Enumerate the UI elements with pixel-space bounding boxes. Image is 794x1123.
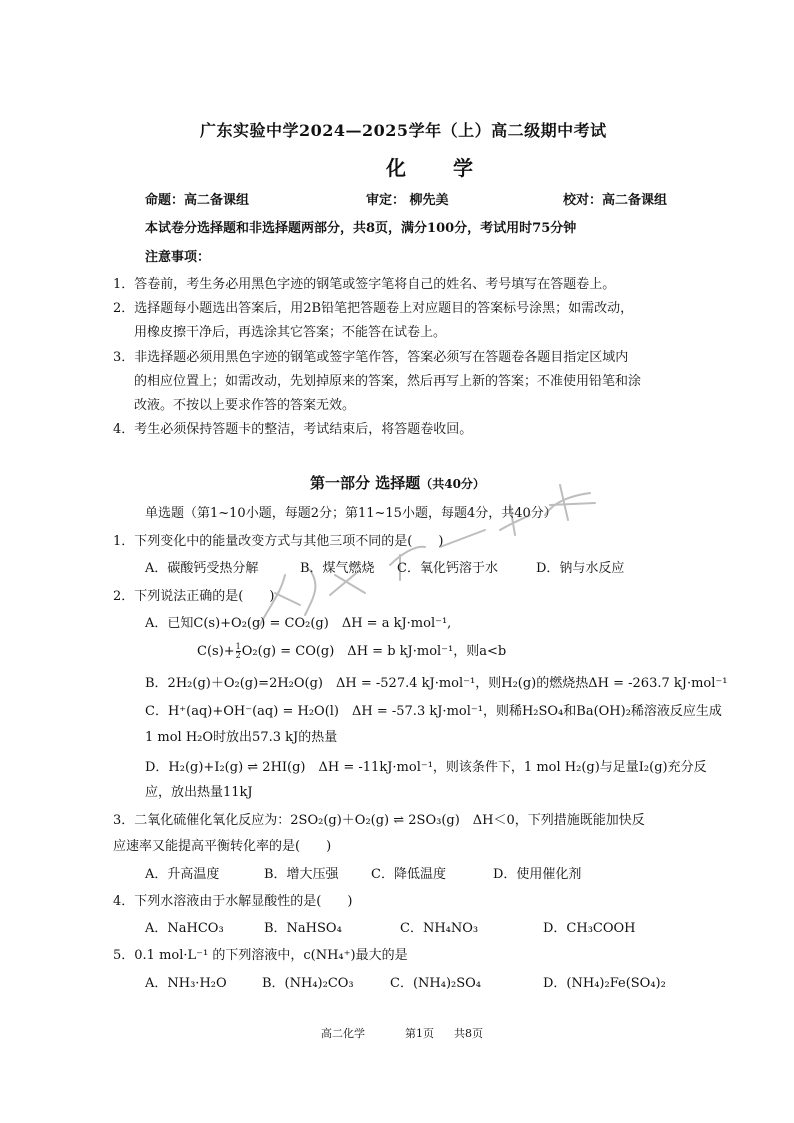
q3-option-b: B．增大压强 xyxy=(264,867,339,882)
q4-option-d: D．CH₃COOH xyxy=(543,921,636,936)
q1-option-c: C．氧化钙溶于水 xyxy=(397,561,498,576)
q3-option-c: C．降低温度 xyxy=(371,867,446,882)
exam-title: 广东实验中学2024—2025学年（上）高二级期中考试 xyxy=(200,121,607,140)
exam-summary: 本试卷分选择题和非选择题两部分，共8页，满分100分，考试用时75分钟 xyxy=(145,221,577,236)
note-1: 1．答卷前，考生务必用黑色字迹的钢笔或签字笔将自己的姓名、考号填写在答题卷上。 xyxy=(113,277,616,292)
q4-stem: 4．下列水溶液由于水解显酸性的是( ) xyxy=(113,894,353,909)
note-2-cont: 用橡皮擦干净后，再选涂其它答案；不能答在试卷上。 xyxy=(134,325,447,340)
q3-option-d: D．使用催化剂 xyxy=(493,867,582,882)
note-2: 2．选择题每小题选出答案后，用2B铅笔把答题卷上对应题目的答案标号涂黑；如需改动， xyxy=(113,301,634,316)
q5-option-c: C．(NH₄)₂SO₄ xyxy=(390,976,482,991)
q5-option-a: A．NH₃·H₂O xyxy=(145,976,227,991)
q2-option-d-line2: 应，放出热量11kJ xyxy=(145,785,253,800)
footer-total-pages: 共8页 xyxy=(454,1027,483,1040)
q2-option-a-line2 xyxy=(197,643,506,661)
fraction-half xyxy=(236,643,241,660)
q5-stem: 5．0.1 mol·L⁻¹ 的下列溶液中，c(NH₄⁺)最大的是 xyxy=(113,948,408,963)
note-3-cont-1: 的相应位置上；如需改动，先划掉原来的答案，然后再写上新的答案；不准使用铅笔和涂 xyxy=(134,374,642,389)
q1-stem: 1．下列变化中的能量改变方式与其他三项不同的是( ) xyxy=(113,534,444,549)
proposer: 命题：高二备课组 xyxy=(145,193,250,208)
note-3-cont-2: 改液。不按以上要求作答的答案无效。 xyxy=(134,398,356,413)
q1-option-d: D．钠与水反应 xyxy=(536,561,625,576)
q2-option-c-line2: 1 mol H₂O时放出57.3 kJ的热量 xyxy=(145,730,338,745)
notes-title: 注意事项： xyxy=(145,250,211,265)
fraction-numerator: 1 xyxy=(235,642,241,651)
q3-option-a: A．升高温度 xyxy=(145,867,220,882)
q2-stem: 2．下列说法正确的是( ) xyxy=(113,589,275,604)
q2-option-a-line1: A．已知C(s)+O₂(g) = CO₂(g) ΔH = a kJ·mol⁻¹, xyxy=(145,616,452,631)
reviewer: 审定： 柳先美 xyxy=(366,193,449,208)
section-title-text: 第一部分 选择题 xyxy=(310,474,421,492)
note-3: 3．非选择题必须用黑色字迹的钢笔或签字笔作答，答案必须写在答题卷各题目指定区域内 xyxy=(113,350,629,365)
fraction-denominator: 2 xyxy=(235,651,241,660)
q1-option-b: B．煤气燃烧 xyxy=(300,561,375,576)
q3-stem-line2: 应速率又能提高平衡转化率的是( ) xyxy=(113,839,332,854)
q1-option-a: A．碳酸钙受热分解 xyxy=(145,561,259,576)
q4-option-c: C．NH₄NO₃ xyxy=(400,921,479,936)
q2-a2-post: O₂(g) = CO(g) ΔH = b kJ·mol⁻¹，则a<b xyxy=(241,644,507,659)
note-4: 4．考生必须保持答题卡的整洁，考试结束后，将答题卷收回。 xyxy=(113,422,473,437)
footer-page: 第1页 xyxy=(405,1027,434,1040)
subject-title: 化 学 xyxy=(386,156,493,180)
footer-subject: 高二化学 xyxy=(321,1027,365,1040)
section-points: （共40分） xyxy=(420,477,485,491)
q3-stem-line1: 3．二氧化硫催化氧化反应为：2SO₂(g)＋O₂(g) ⇌ 2SO₃(g) ΔH＜0，下列措施既能加快反 xyxy=(113,813,645,828)
q4-option-a: A．NaHCO₃ xyxy=(145,921,224,936)
q2-a2-pre: C(s)+ xyxy=(197,644,235,659)
q2-option-b: B．2H₂(g)＋O₂(g)=2H₂O(g) ΔH = -527.4 kJ·mol⁻¹，则H₂(g)的燃烧热ΔH = -263.7 kJ·mol⁻¹ xyxy=(145,676,728,691)
checker: 校对：高二备课组 xyxy=(563,193,668,208)
q5-option-b: B．(NH₄)₂CO₃ xyxy=(262,976,354,991)
section-intro: 单选题（第1~10小题，每题2分；第11~15小题，每题4分，共40分） xyxy=(145,506,557,521)
q2-option-d-line1: D．H₂(g)+I₂(g) ⇌ 2HI(g) ΔH = -11kJ·mol⁻¹，则该条件下，1 mol H₂(g)与足量I₂(g)充分反 xyxy=(145,760,707,775)
q2-option-c-line1: C．H⁺(aq)+OH⁻(aq) = H₂O(l) ΔH = -57.3 kJ·mol⁻¹，则稀H₂SO₄和Ba(OH)₂稀溶液反应生成 xyxy=(145,704,722,719)
watermark-stamp xyxy=(250,475,610,635)
q5-option-d: D．(NH₄)₂Fe(SO₄)₂ xyxy=(543,976,666,991)
q4-option-b: B．NaHSO₄ xyxy=(264,921,342,936)
